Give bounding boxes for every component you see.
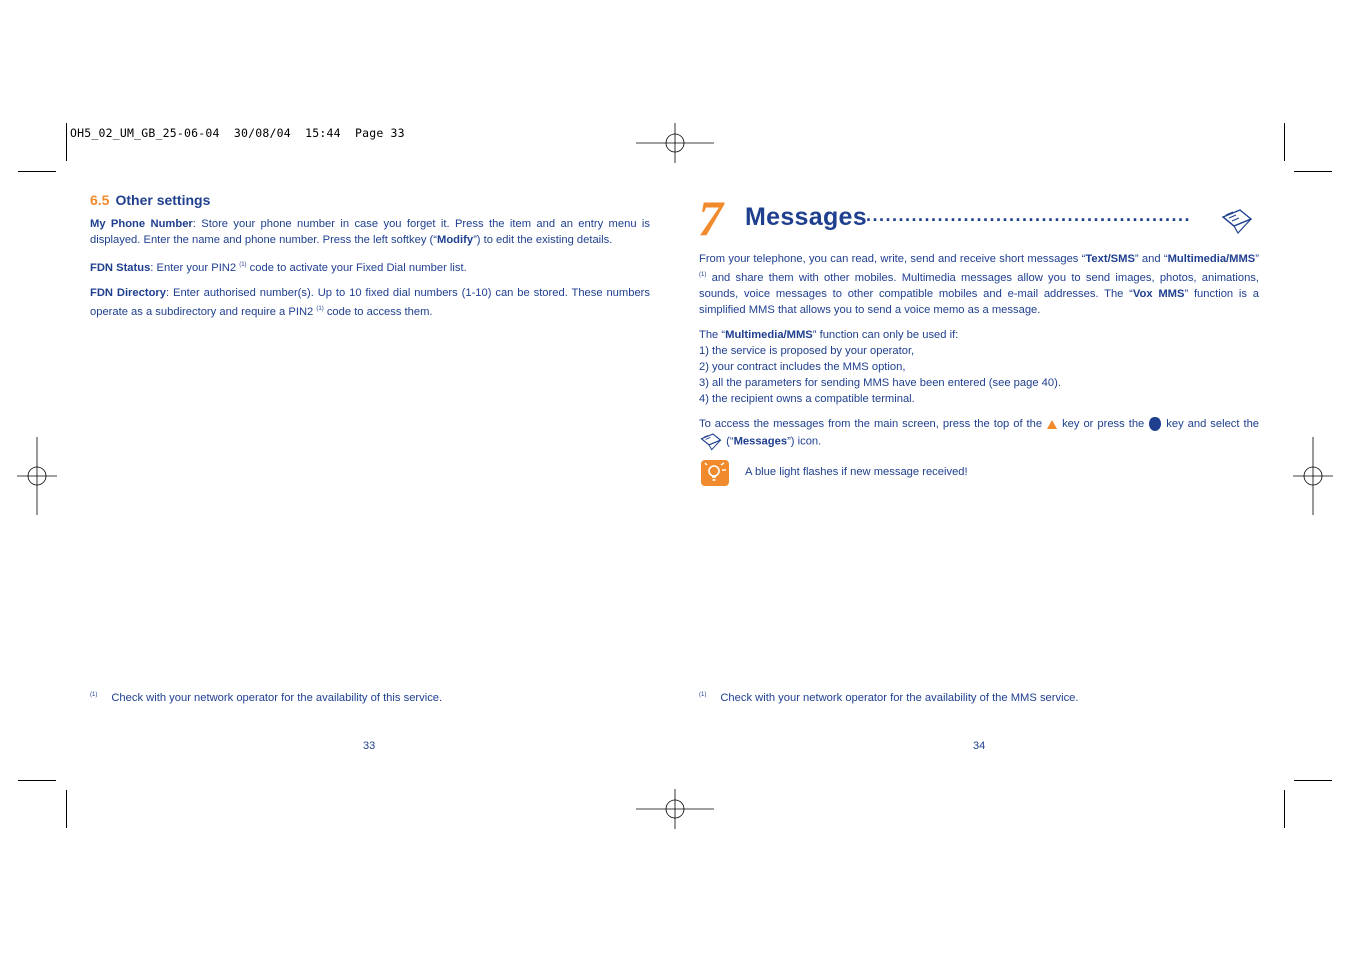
page-number-right: 34 bbox=[973, 740, 986, 752]
navigation-up-arrow-icon bbox=[1046, 419, 1058, 430]
section-number: 6.5 bbox=[90, 192, 110, 208]
text-segment: code to access them. bbox=[323, 306, 433, 318]
crop-mark-top-left-v bbox=[66, 123, 67, 161]
term-vox-mms: Vox MMS bbox=[1132, 288, 1185, 300]
right-footnote bbox=[699, 692, 1079, 704]
text-segment: ”) to edit the existing details. bbox=[473, 234, 613, 246]
crop-mark-top-left-h bbox=[18, 171, 56, 172]
paragraph-access bbox=[699, 416, 1259, 451]
text-segment: ” and “ bbox=[1134, 253, 1168, 265]
term-fdn-directory: FDN Directory bbox=[90, 287, 166, 299]
text-segment: key or press the bbox=[1062, 418, 1145, 430]
section-title: Other settings bbox=[115, 192, 211, 208]
term-fdn-status: FDN Status bbox=[90, 262, 151, 274]
page-number-left: 33 bbox=[363, 740, 376, 752]
condition-item: 4) the recipient owns a compatible terminal. bbox=[699, 393, 915, 405]
crop-mark-top-right-v bbox=[1284, 123, 1285, 161]
term-messages: Messages bbox=[733, 435, 788, 448]
paragraph-conditions bbox=[699, 327, 1259, 407]
paragraph-intro bbox=[699, 251, 1259, 318]
condition-item: 3) all the parameters for sending MMS have been entered (see page 40). bbox=[699, 377, 1061, 389]
footnote-mark: (1) bbox=[699, 692, 707, 698]
term-my-phone-number: My Phone Number bbox=[90, 218, 193, 230]
text-segment: : Enter your PIN2 bbox=[150, 262, 240, 274]
chapter-title: Messages bbox=[745, 203, 867, 231]
chapter-number: 7 bbox=[698, 190, 723, 246]
footnote-text: Check with your network operator for the availability of the MMS service. bbox=[720, 692, 1079, 704]
registration-mark-left bbox=[17, 437, 57, 515]
crop-mark-bottom-right-v bbox=[1284, 790, 1285, 828]
text-segment: ” function is a simplified MMS that allows you to send a voice memo as a message. bbox=[699, 288, 1259, 316]
footnote-mark: (1) bbox=[90, 692, 98, 698]
text-segment: code to activate your Fixed Dial number list. bbox=[246, 262, 467, 274]
chapter-leader-dots: .................................................. bbox=[866, 205, 1192, 225]
paragraph-fdn-directory bbox=[90, 285, 650, 320]
text-segment: and share them with other mobiles. Multimedia messages allow you to send images, photos, animations, sounds, voice messages to other compatible mobiles and e-mail addresses. The “ bbox=[699, 272, 1259, 300]
text-segment: ” function can only be used if: bbox=[812, 329, 959, 341]
messages-envelope-icon bbox=[1220, 207, 1254, 235]
condition-item: 2) your contract includes the MMS option, bbox=[699, 361, 906, 373]
text-segment: key and select the bbox=[1166, 418, 1260, 430]
condition-item: 1) the service is proposed by your operator, bbox=[699, 345, 915, 357]
term-multimedia-mms: Multimedia/MMS bbox=[1167, 253, 1256, 265]
term-modify: Modify bbox=[437, 234, 474, 246]
footnote-ref: (1) bbox=[699, 272, 707, 278]
tip-lightbulb-icon bbox=[701, 460, 729, 486]
messages-icon bbox=[699, 432, 723, 451]
registration-mark-top bbox=[636, 123, 714, 163]
paragraph-fdn-status bbox=[90, 257, 650, 276]
crop-mark-bottom-left-v bbox=[66, 790, 67, 828]
section-heading bbox=[90, 192, 650, 208]
text-segment: ” bbox=[1255, 253, 1259, 265]
paragraph-my-phone-number bbox=[90, 216, 650, 248]
text-segment: The “ bbox=[699, 329, 726, 341]
tip-text: A blue light flashes if new message received! bbox=[745, 466, 968, 478]
printer-slug: OH5_02_UM_GB_25-06-04 30/08/04 15:44 Page 33 bbox=[70, 126, 405, 140]
footnote-ref: (1) bbox=[316, 306, 324, 312]
left-footnote bbox=[90, 692, 442, 704]
footnote-ref: (1) bbox=[239, 262, 247, 268]
text-segment: From your telephone, you can read, write, send and receive short messages “ bbox=[699, 253, 1086, 265]
right-page-body bbox=[699, 251, 1259, 460]
registration-mark-right bbox=[1293, 437, 1333, 515]
crop-mark-top-right-h bbox=[1294, 171, 1332, 172]
term-text-sms: Text/SMS bbox=[1085, 253, 1135, 265]
text-segment: : Store your phone number in case you forget it. Press the item and an entry menu is displayed. Enter the name and phone number. Press the left softkey (“ bbox=[90, 218, 651, 246]
text-segment: ”) icon. bbox=[787, 435, 822, 448]
text-segment: : Enter authorised number(s). Up to 10 fixed dial numbers (1-10) can be stored. These numbers operate as a subdirectory and require a PIN2 bbox=[90, 287, 650, 318]
footnote-text: Check with your network operator for the availability of this service. bbox=[111, 692, 443, 704]
crop-mark-bottom-left-h bbox=[18, 780, 56, 781]
text-segment: To access the messages from the main screen, press the top of the bbox=[699, 418, 1043, 430]
term-multimedia-mms: Multimedia/MMS bbox=[725, 329, 813, 341]
registration-mark-bottom bbox=[636, 789, 714, 829]
crop-mark-bottom-right-h bbox=[1294, 780, 1332, 781]
menu-key-icon bbox=[1148, 416, 1162, 432]
left-page-body bbox=[90, 192, 650, 329]
text-segment: (“ bbox=[726, 435, 734, 448]
